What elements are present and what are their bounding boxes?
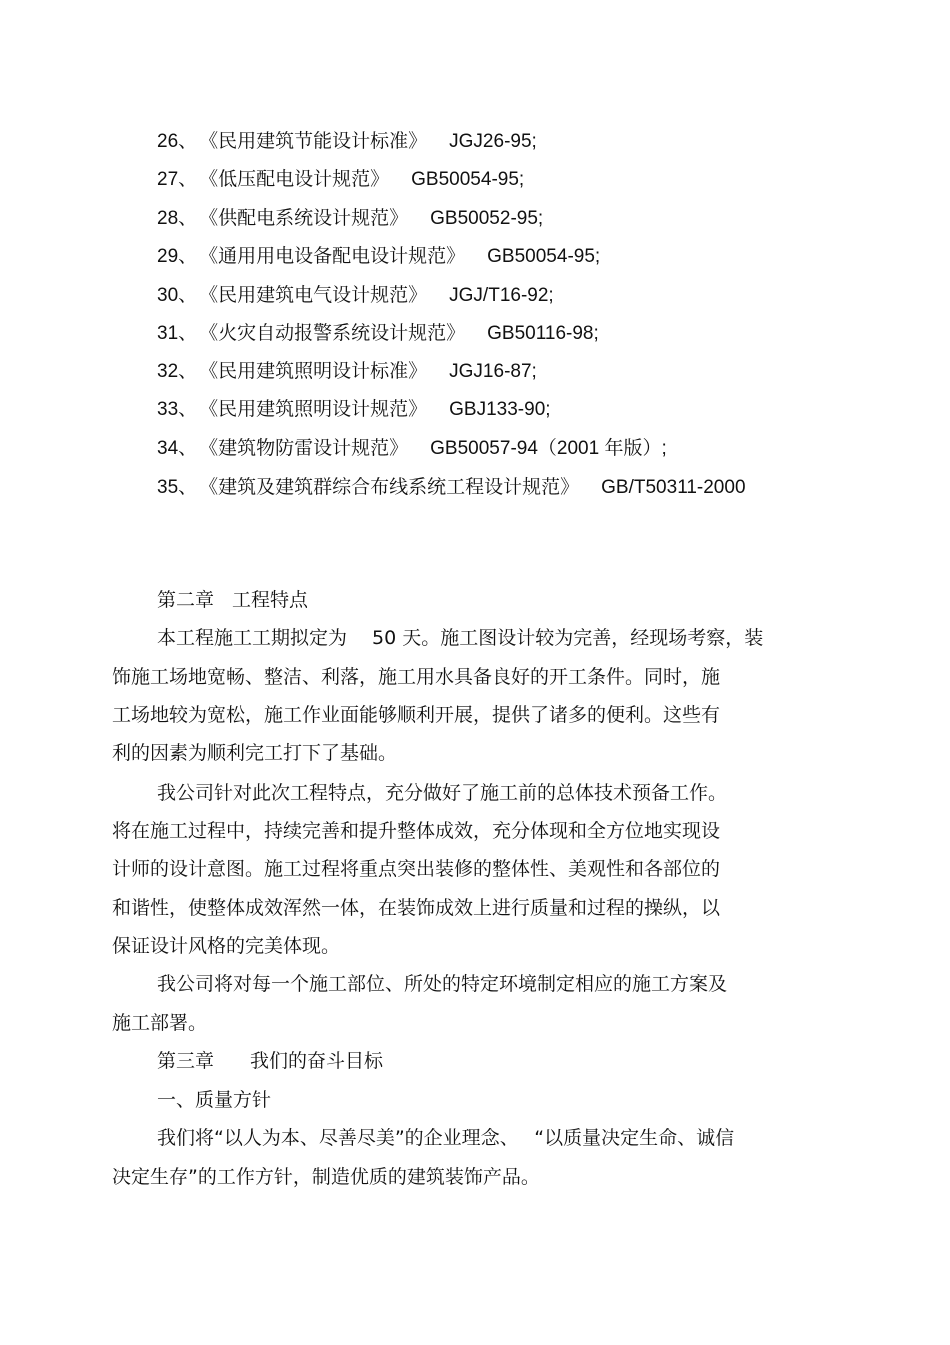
standard-title: 《民用建筑照明设计规范》 [199, 398, 428, 420]
item-number: 34、 [157, 438, 198, 459]
item-number: 35、 [157, 477, 198, 498]
list-item [157, 435, 667, 462]
paragraph-line: 计师的设计意图。施工过程将重点突出装修的整体性、美观性和各部位的 [112, 858, 721, 880]
chapter-title: 我们的奋斗目标 [250, 1050, 384, 1072]
chapter-title: 工程特点 [232, 589, 309, 611]
item-number: 31、 [157, 323, 198, 344]
paragraph-line: 决定生存”的工作方针，制造优质的建筑装饰产品。 [112, 1166, 540, 1188]
paragraph-line: 利的因素为顺利完工打下了基础。 [112, 742, 398, 764]
item-number: 28、 [157, 208, 198, 229]
item-number: 29、 [157, 246, 198, 267]
standard-code: JGJ/T16-92; [449, 285, 554, 306]
paragraph-line: 和谐性，使整体成效浑然一体，在装饰成效上进行质量和过程的操纵，以 [112, 897, 721, 919]
paragraph-line: 我公司将对每一个施工部位、所处的特定环境制定相应的施工方案及 [157, 973, 728, 995]
standard-title: 《建筑物防雷设计规范》 [199, 437, 409, 459]
standard-title: 《供配电系统设计规范》 [199, 207, 409, 229]
paragraph-line: 保证设计风格的完美体现。 [112, 935, 341, 957]
paragraph-line: 我公司针对此次工程特点，充分做好了施工前的总体技术预备工作。 [157, 782, 728, 804]
standard-code: JGJ16-87; [449, 361, 537, 382]
item-number: 33、 [157, 399, 198, 420]
standard-code: GB50116-98; [487, 323, 599, 344]
paragraph-line: 施工部署。 [112, 1012, 208, 1034]
list-item [157, 243, 600, 270]
item-number: 27、 [157, 169, 198, 190]
list-item [157, 396, 551, 423]
standard-title: 《通用用电设备配电设计规范》 [199, 245, 466, 267]
list-item [157, 205, 543, 232]
chapter-heading [157, 587, 308, 613]
standard-code: GB/T50311-2000 [601, 477, 746, 498]
chapter-number: 第三章 [157, 1050, 215, 1072]
paragraph-line: 将在施工过程中，持续完善和提升整体成效，充分体现和全方位地实现设 [112, 820, 721, 842]
standard-code: GB50057-94（2001 年版）; [430, 438, 667, 459]
standard-code: GB50052-95; [430, 208, 544, 229]
standard-code: JGJ26-95; [449, 131, 537, 152]
standard-title: 《低压配电设计规范》 [199, 168, 390, 190]
item-number: 30、 [157, 285, 198, 306]
list-item [157, 474, 746, 501]
standard-code: GB50054-95; [411, 169, 525, 190]
standard-title: 《火灾自动报警系统设计规范》 [199, 322, 466, 344]
chapter-number: 第二章 [157, 589, 215, 611]
standard-title: 《民用建筑照明设计标准》 [199, 360, 428, 382]
standard-title: 《民用建筑电气设计规范》 [199, 284, 428, 306]
paragraph-line: 我们将“以人为本、尽善尽美”的企业理念、 “以质量决定生命、诚信 [157, 1127, 735, 1149]
standard-code: GBJ133-90; [449, 399, 551, 420]
standard-code: GB50054-95; [487, 246, 601, 267]
paragraph-line: 饰施工场地宽畅、整洁、利落，施工用水具备良好的开工条件。同时，施 [112, 666, 721, 688]
paragraph-line: 工场地较为宽松，施工作业面能够顺利开展，提供了诸多的便利。这些有 [112, 704, 721, 726]
list-item [157, 128, 537, 155]
chapter-heading [157, 1048, 383, 1074]
list-item [157, 320, 599, 347]
standard-title: 《民用建筑节能设计标准》 [199, 130, 428, 152]
section-heading: 一、质量方针 [157, 1089, 272, 1111]
paragraph-line: 本工程施工工期拟定为 50 天。施工图设计较为完善，经现场考察，装 [157, 627, 764, 649]
list-item [157, 282, 554, 309]
list-item [157, 358, 537, 385]
item-number: 32、 [157, 361, 198, 382]
list-item [157, 166, 524, 193]
item-number: 26、 [157, 131, 198, 152]
standard-title: 《建筑及建筑群综合布线系统工程设计规范》 [199, 476, 580, 498]
